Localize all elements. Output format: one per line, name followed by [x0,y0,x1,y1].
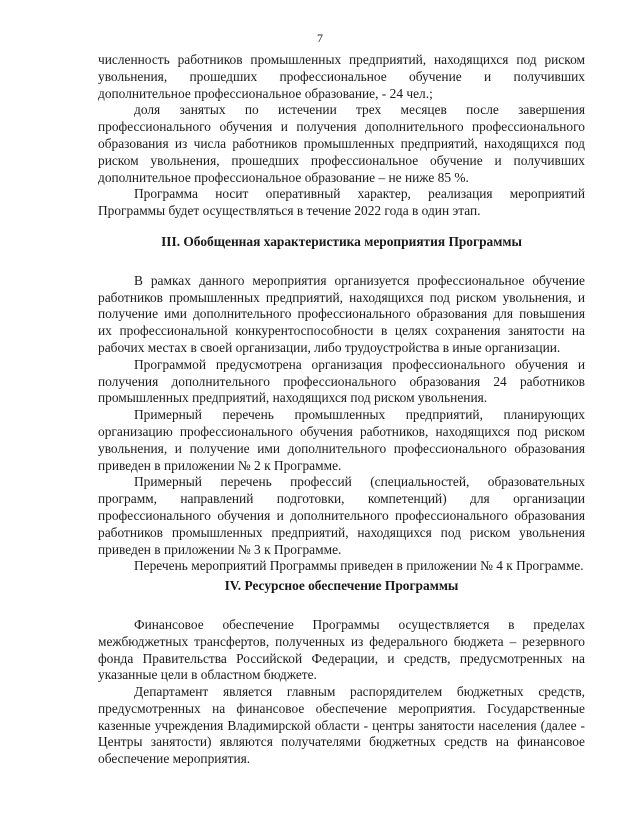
paragraph-department-role: Департамент является главным распорядителем бюджетных средств, предусмотренных на финансовое обеспечение мероприятия. Государственные казенные учреждения Владимирской области - центры занятости населения (далее - Центры занятости) являются получателями бюджетных средств на финансовое обеспечение мероприятия. [98,684,585,767]
spacer [98,595,585,617]
section-heading-4: IV. Ресурсное обеспечение Программы [224,578,459,594]
paragraph-program-provision: Программой предусмотрена организация профессионального обучения и получения дополнительного профессионального образования 24 работников промышленных предприятий, находящихся под риском увольнения. [98,356,585,406]
paragraph-financial-support: Финансовое обеспечение Программы осуществляется в пределах межбюджетных трансфертов, полученных из федерального бюджета – резервного фонда Правительства Российской Федерации, и средств, предусмотренных на указанные цели в областном бюджете. [98,616,585,683]
document-body [98,52,585,768]
spacer [98,220,585,234]
section-heading-3: III. Обобщенная характеристика мероприятия Программы [161,233,522,249]
paragraph-training-organization: В рамках данного мероприятия организуется профессиональное обучение работников промышленных предприятий, находящихся под риском увольнения, и получение ими дополнительного профессионального образования для повышения их профессиональной конкурентоспособности в целях сохранения занятости на рабочих местах в своей организации, либо трудоустройства в иные организации. [98,272,585,355]
paragraph-professions-list: Примерный перечень профессий (специальностей, образовательных программ, направлений подготовки, компетенций) для организации профессионального обучения и дополнительного профессионального образования работников промышленных предприятий, находящихся под риском увольнения приведен в приложении № 3 к Программе. [98,474,585,557]
paragraph-activities-list: Перечень мероприятий Программы приведен в приложении № 4 к Программе. [134,558,584,574]
paragraph-program-character: Программа носит оперативный характер, реализация мероприятий Программы будет осуществляться в течение 2022 года в один этап. [98,186,585,219]
paragraph-enterprise-list: Примерный перечень промышленных предприятий, планирующих организацию профессионального обучения работников, находящихся под риском увольнения, и получение ими дополнительного профессионального образования приведен в приложении № 2 к Программе. [98,407,585,473]
paragraph-employee-count: численность работников промышленных предприятий, находящихся под риском увольнения, прошедших профессиональное обучение и получивших дополнительное профессиональное образование, - 24 чел.; [98,52,585,101]
spacer [98,251,585,273]
paragraph-employment-share: доля занятых по истечении трех месяцев после завершения профессионального обучения и получения дополнительного профессионального образования из числа работников промышленных предприятий, находящихся под риском увольнения, прошедших профессиональное обучение и получивших дополнительное профессиональное образование – не ниже 85 %. [98,102,585,185]
page-number: 7 [317,31,323,45]
